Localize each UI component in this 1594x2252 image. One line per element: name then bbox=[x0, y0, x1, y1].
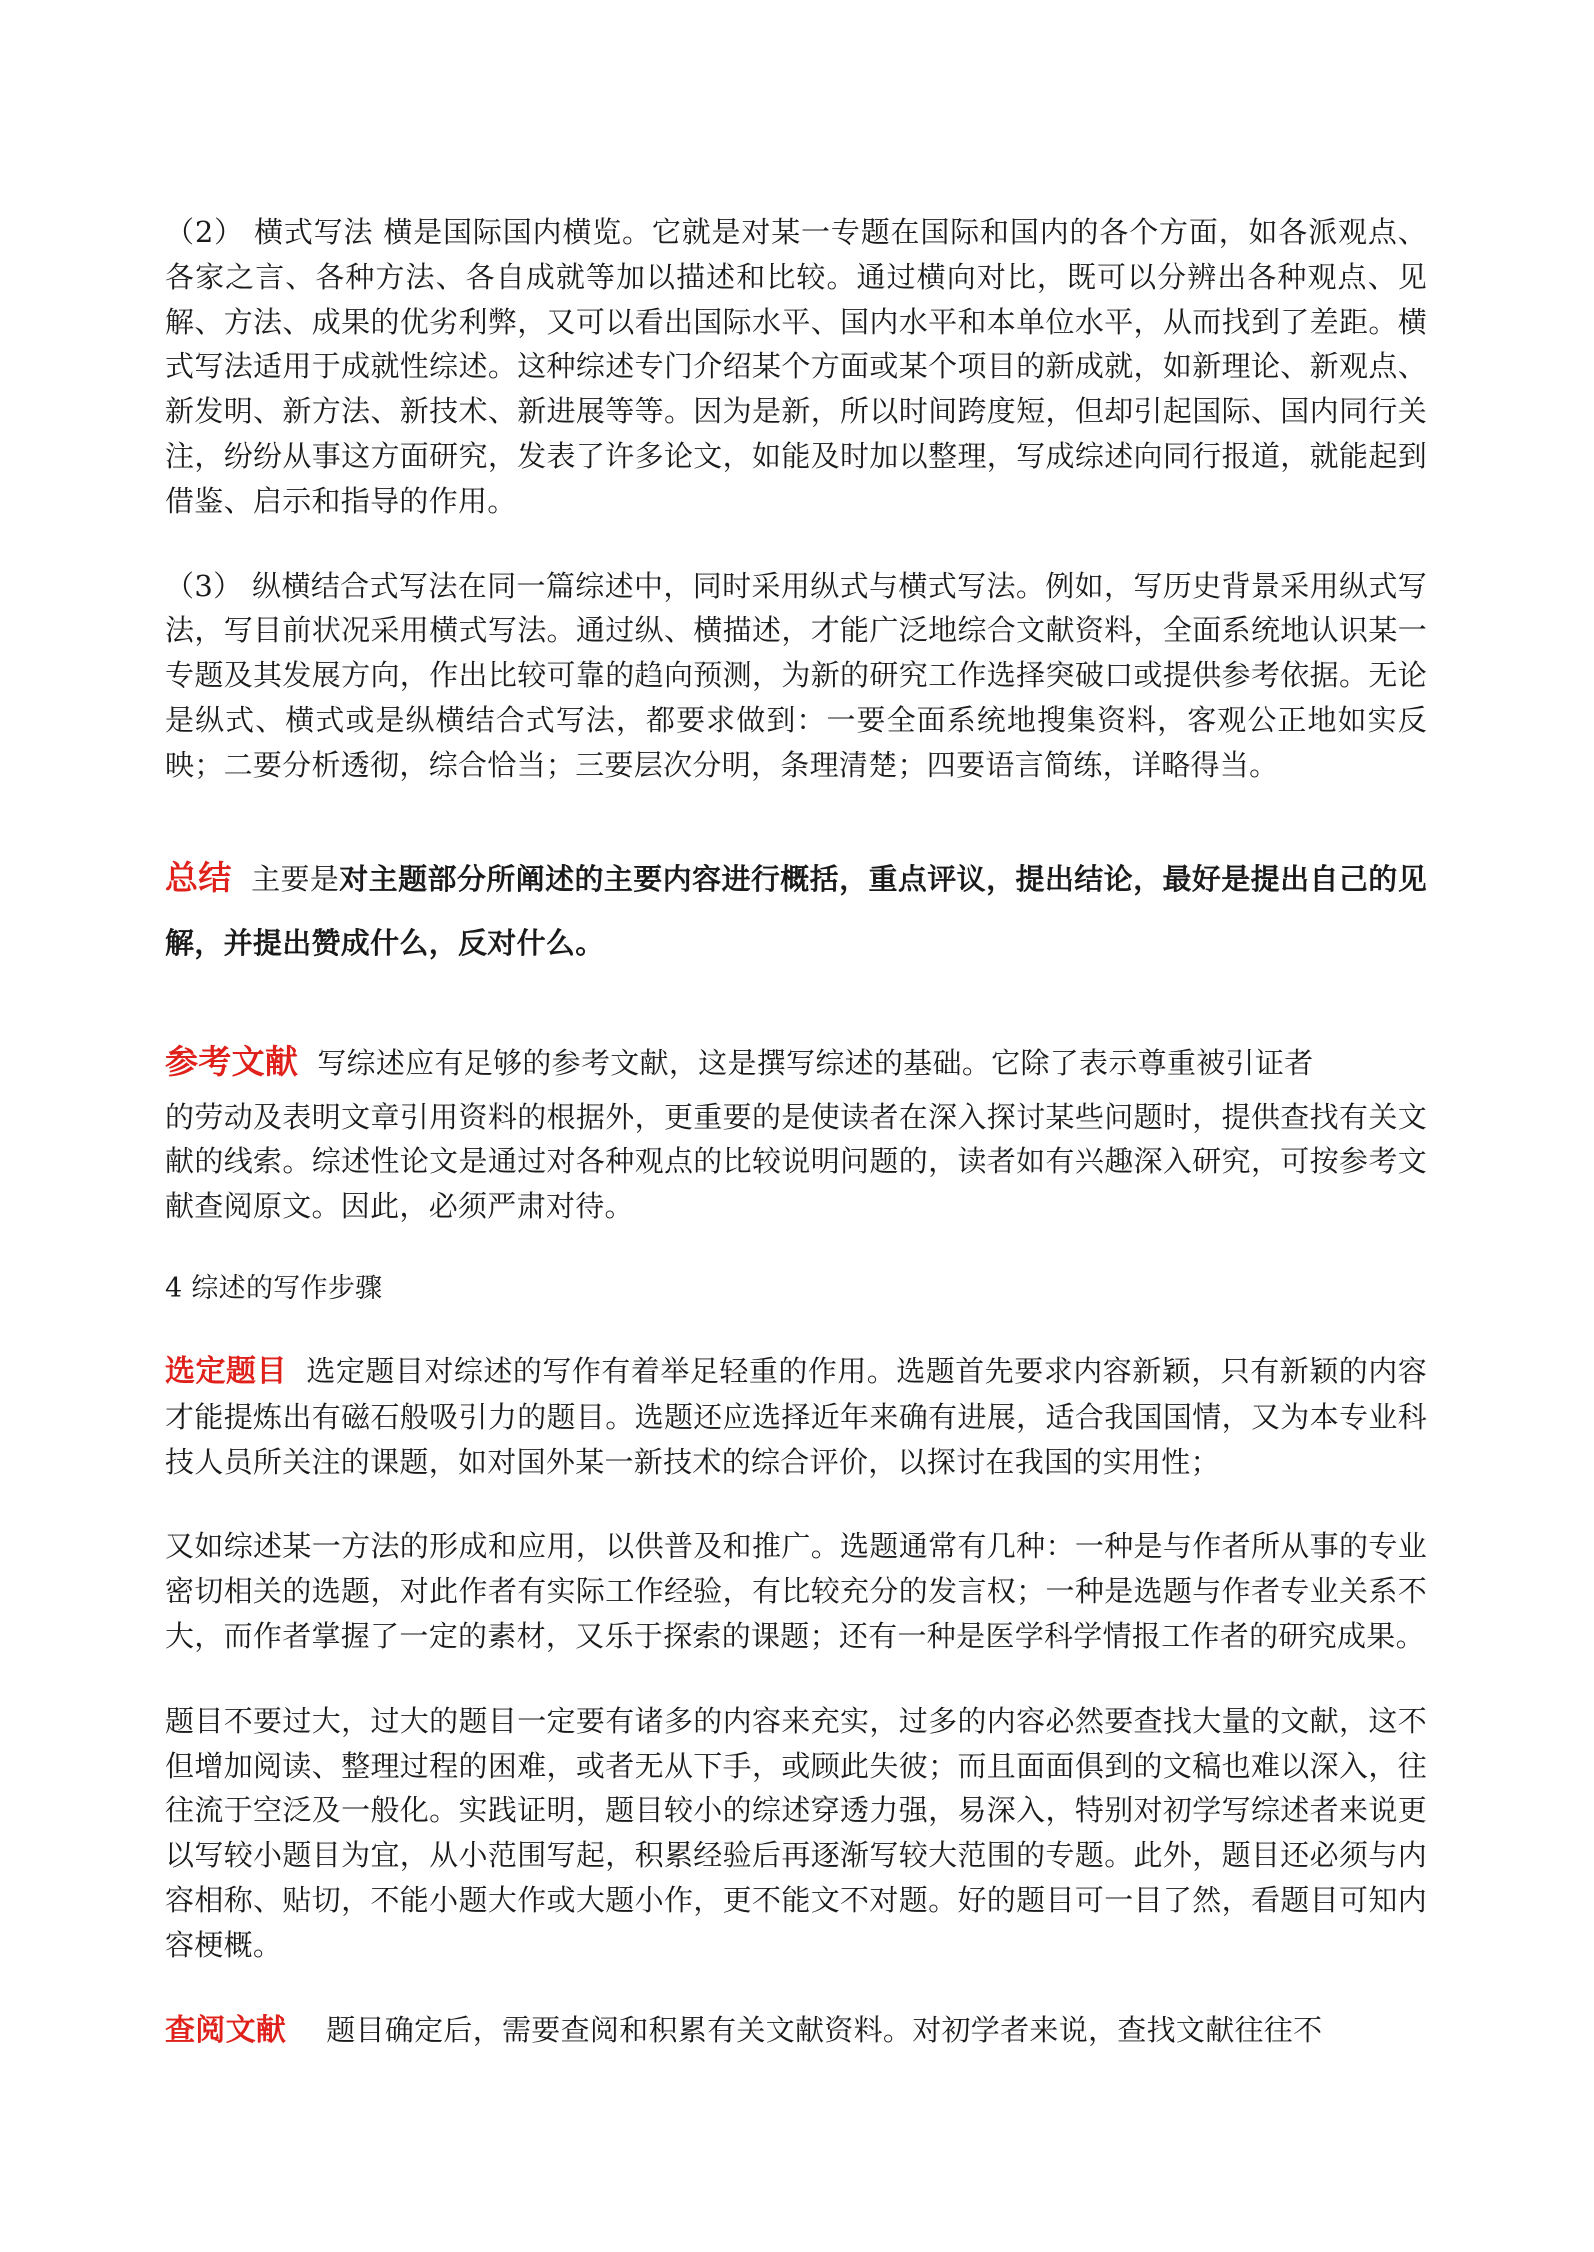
section-heading-writing-steps: 4 综述的写作步骤 bbox=[165, 1272, 383, 1304]
summary-lead: 主要是 bbox=[251, 861, 340, 896]
document-body bbox=[165, 210, 1427, 2053]
lookup-text: 题目确定后，需要查阅和积累有关文献资料。对初学者来说，查找文献往往不 bbox=[326, 2012, 1323, 2047]
references-first-line bbox=[165, 1030, 1427, 1095]
paragraph-topic-types: 又如综述某一方法的形成和应用，以供普及和推广。选题通常有几种：一种是与作者所从事的专业密切相关的选题，对此作者有实际工作经验，有比较充分的发言权；一种是选题与作者专业关系不大，而作者掌握了一定的素材，又乐于探索的课题；还有一种是医学科学情报工作者的研究成果。 bbox=[165, 1529, 1427, 1653]
paragraph-topic-size: 题目不要过大，过大的题目一定要有诸多的内容来充实，过多的内容必然要查找大量的文献，这不但增加阅读、整理过程的困难，或者无从下手，或顾此失彼；而且面面俱到的文稿也难以深入，往往流于空泛及一般化。实践证明，题目较小的综述穿透力强，易深入，特别对初学写综述者来说更以写较小题目为宜，从小范围写起，积累经验后再逐渐写较大范围的专题。此外，题目还必须与内容相称、贴切，不能小题大作或大题小作，更不能文不对题。好的题目可一目了然，看题目可知内容梗概。 bbox=[165, 1703, 1427, 1962]
paragraph-summary bbox=[165, 846, 1427, 975]
summary-keyword: 总结 bbox=[165, 857, 232, 897]
select-topic-text: 选定题目对综述的写作有着举足轻重的作用。选题首先要求内容新颖，只有新颖的内容才能提炼出有磁石般吸引力的题目。选题还应选择近年来确有进展，适合我国国情，又为本专业科技人员所关注的课题，如对国外某一新技术的综合评价，以探讨在我国的实用性； bbox=[165, 1353, 1428, 1479]
paragraph-select-topic bbox=[165, 1349, 1427, 1484]
paragraph-combined-writing: （3） 纵横结合式写法在同一篇综述中，同时采用纵式与横式写法。例如，写历史背景采用纵式写法，写目前状况采用横式写法。通过纵、横描述，才能广泛地综合文献资料，全面系统地认识某一专题及其发展方向，作出比较可靠的趋向预测，为新的研究工作选择突破口或提供参考依据。无论是纵式、横式或是纵横结合式写法，都要求做到：一要全面系统地搜集资料，客观公正地如实反映；二要分析透彻，综合恰当；三要层次分明，条理清楚；四要语言简练，详略得当。 bbox=[165, 568, 1427, 782]
summary-text: 对主题部分所阐述的主要内容进行概括，重点评议，提出结论，最好是提出自己的见解，并提出赞成什么，反对什么。 bbox=[165, 861, 1427, 960]
paragraph-references bbox=[165, 1030, 1427, 1229]
paragraph-lookup-literature bbox=[165, 2008, 1427, 2054]
lookup-keyword: 查阅文献 bbox=[165, 2012, 287, 2048]
select-topic-keyword: 选定题目 bbox=[165, 1353, 287, 1389]
paragraph-horizontal-writing: （2） 横式写法 横是国际国内横览。它就是对某一专题在国际和国内的各个方面，如各派观点、各家之言、各种方法、各自成就等加以描述和比较。通过横向对比，既可以分辨出各种观点、见解、方法、成果的优劣利弊，又可以看出国际水平、国内水平和本单位水平，从而找到了差距。横式写法适用于成就性综述。这种综述专门介绍某个方面或某个项目的新成就，如新理论、新观点、新发明、新方法、新技术、新进展等等。因为是新，所以时间跨度短，但却引起国际、国内同行关注，纷纷从事这方面研究，发表了许多论文，如能及时加以整理，写成综述向同行报道，就能起到借鉴、启示和指导的作用。 bbox=[165, 215, 1427, 518]
references-text: 的劳动及表明文章引用资料的根据外，更重要的是使读者在深入探讨某些问题时，提供查找有关文献的线索。综述性论文是通过对各种观点的比较说明问题的，读者如有兴趣深入研究，可按参考文献查阅原文。因此，必须严肃对待。 bbox=[165, 1099, 1427, 1224]
references-keyword: 参考文献 bbox=[165, 1041, 299, 1081]
references-first-line-text: 写综述应有足够的参考文献，这是撰写综述的基础。它除了表示尊重被引证者 bbox=[317, 1045, 1314, 1080]
